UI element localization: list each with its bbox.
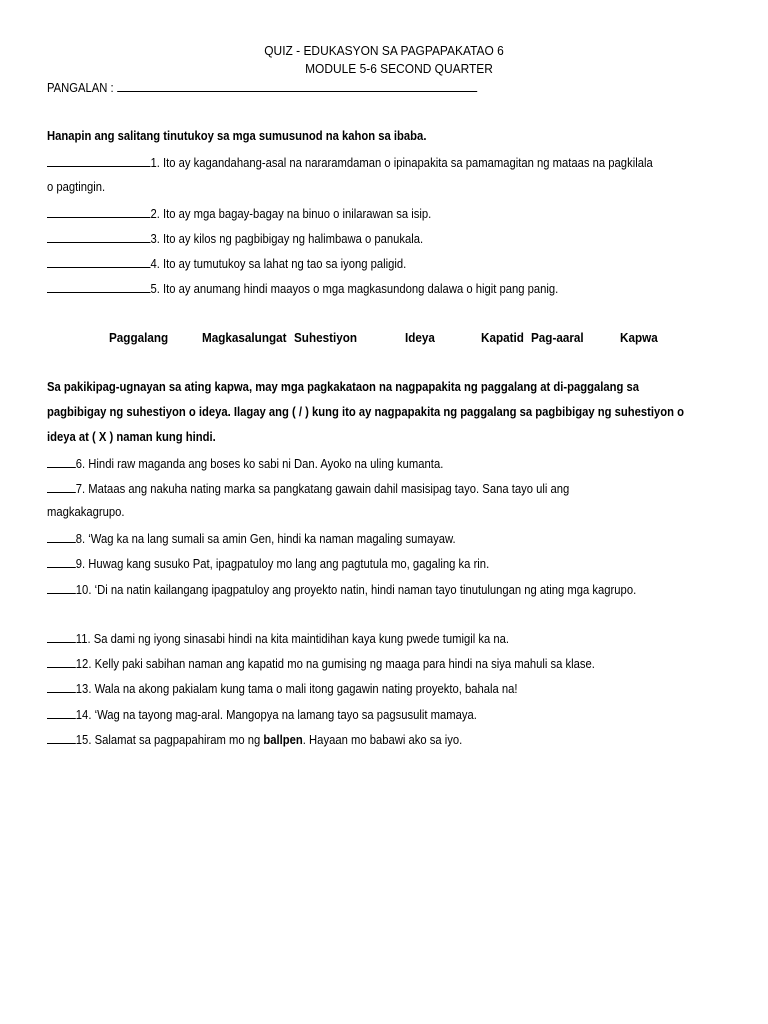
item-13 bbox=[47, 680, 518, 696]
quiz-subtitle: MODULE 5-6 SECOND QUARTER bbox=[305, 61, 493, 76]
answer-blank[interactable] bbox=[47, 555, 76, 568]
answer-blank[interactable] bbox=[47, 655, 76, 668]
item-text: 14. ‘Wag na tayong mag-aral. Mangopya na lamang tayo sa pagsusulit mamaya. bbox=[75, 708, 477, 722]
item-text: 9. Huwag kang susuko Pat, ipagpatuloy mo lang ang pagtutula mo, gagaling ka rin. bbox=[75, 557, 490, 571]
item-15 bbox=[47, 731, 462, 747]
part1-instruction: Hanapin ang salitang tinutukoy sa mga sumusunod na kahon sa ibaba. bbox=[47, 129, 427, 143]
part2-instruction-line-3: ideya at ( X ) naman kung hindi. bbox=[47, 430, 216, 444]
name-blank[interactable] bbox=[117, 79, 477, 92]
item-9 bbox=[47, 555, 489, 571]
item-text: 3. Ito ay kilos ng pagbibigay ng halimbawa o panukala. bbox=[150, 232, 424, 246]
item-11 bbox=[47, 630, 509, 646]
item-text: 12. Kelly paki sabihan naman ang kapatid mo na gumising ng maaga para hindi na siya mahuli sa klase. bbox=[75, 657, 595, 671]
item-text: 1. Ito ay kagandahang-asal na nararamdaman o ipinapakita sa pamamagitan ng mataas na pagkilala bbox=[150, 156, 653, 170]
word-bank-ideya: Ideya bbox=[405, 330, 435, 345]
answer-blank[interactable] bbox=[47, 455, 76, 468]
part2-instruction-line-1: Sa pakikipag-ugnayan sa ating kapwa, may mga pagkakataon na nagpapakita ng paggalang at di-paggalang sa bbox=[47, 380, 640, 394]
name-row bbox=[47, 79, 477, 95]
item-7 bbox=[47, 480, 569, 496]
item-text-bold: ballpen bbox=[263, 733, 303, 747]
answer-blank[interactable] bbox=[47, 230, 151, 243]
quiz-title: QUIZ - EDUKASYON SA PAGPAPAKATAO 6 bbox=[264, 43, 504, 58]
item-3 bbox=[47, 230, 423, 246]
item-text-before: 15. Salamat sa pagpapahiram mo ng bbox=[75, 733, 264, 747]
word-bank-kapatid: Kapatid bbox=[481, 330, 524, 345]
item-text-after: . Hayaan mo babawi ako sa iyo. bbox=[302, 733, 463, 747]
word-bank-kapwa: Kapwa bbox=[620, 330, 658, 345]
answer-blank[interactable] bbox=[47, 731, 76, 744]
item-5 bbox=[47, 280, 558, 296]
item-text: 8. ‘Wag ka na lang sumali sa amin Gen, hindi ka naman magaling sumayaw. bbox=[75, 532, 456, 546]
answer-blank[interactable] bbox=[47, 530, 76, 543]
answer-blank[interactable] bbox=[47, 480, 76, 493]
item-text: 4. Ito ay tumutukoy sa lahat ng tao sa iyong paligid. bbox=[150, 257, 407, 271]
answer-blank[interactable] bbox=[47, 581, 76, 594]
answer-blank[interactable] bbox=[47, 630, 76, 643]
item-8 bbox=[47, 530, 456, 546]
word-bank-suhestiyon: Suhestiyon bbox=[294, 330, 358, 345]
part2-instruction-line-2: pagbibigay ng suhestiyon o ideya. Ilagay ang ( / ) kung ito ay nagpapakita ng paggalang sa pagbibigay ng suhestiyon o bbox=[47, 405, 684, 419]
item-text: 13. Wala na akong pakialam kung tama o mali itong gagawin nating proyekto, bahala na! bbox=[75, 682, 518, 696]
item-2 bbox=[47, 205, 431, 221]
item-text: 5. Ito ay anumang hindi maayos o mga magkasundong dalawa o higit pang panig. bbox=[150, 282, 559, 296]
answer-blank[interactable] bbox=[47, 154, 151, 167]
word-bank-magkasalungat: Magkasalungat bbox=[202, 330, 287, 345]
word-bank-pag-aaral: Pag-aaral bbox=[531, 330, 584, 345]
item-10 bbox=[47, 581, 636, 597]
item-text: 2. Ito ay mga bagay-bagay na binuo o inilarawan sa isip. bbox=[150, 207, 432, 221]
item-1 bbox=[47, 154, 653, 170]
item-text: 11. Sa dami ng iyong sinasabi hindi na kita maintidihan kaya kung pwede tumigil ka na. bbox=[75, 632, 509, 646]
word-bank-paggalang: Paggalang bbox=[109, 330, 169, 345]
item-6 bbox=[47, 455, 443, 471]
answer-blank[interactable] bbox=[47, 255, 151, 268]
answer-blank[interactable] bbox=[47, 205, 151, 218]
answer-blank[interactable] bbox=[47, 680, 76, 693]
answer-blank[interactable] bbox=[47, 280, 151, 293]
item-text: 6. Hindi raw maganda ang boses ko sabi ni Dan. Ayoko na uling kumanta. bbox=[75, 457, 444, 471]
item-12 bbox=[47, 655, 595, 671]
item-14 bbox=[47, 706, 477, 722]
item-4 bbox=[47, 255, 406, 271]
name-label: PANGALAN : bbox=[47, 81, 114, 95]
item-1-continued: o pagtingin. bbox=[47, 180, 106, 194]
item-7-continued: magkakagrupo. bbox=[47, 505, 125, 519]
item-text: 10. ‘Di na natin kailangang ipagpatuloy ang proyekto natin, hindi naman tayo tinutulungan ng ating mga kagrupo. bbox=[75, 583, 637, 597]
item-text: 7. Mataas ang nakuha nating marka sa pangkatang gawain dahil masisipag tayo. Sana tayo uli ang bbox=[75, 482, 570, 496]
answer-blank[interactable] bbox=[47, 706, 76, 719]
